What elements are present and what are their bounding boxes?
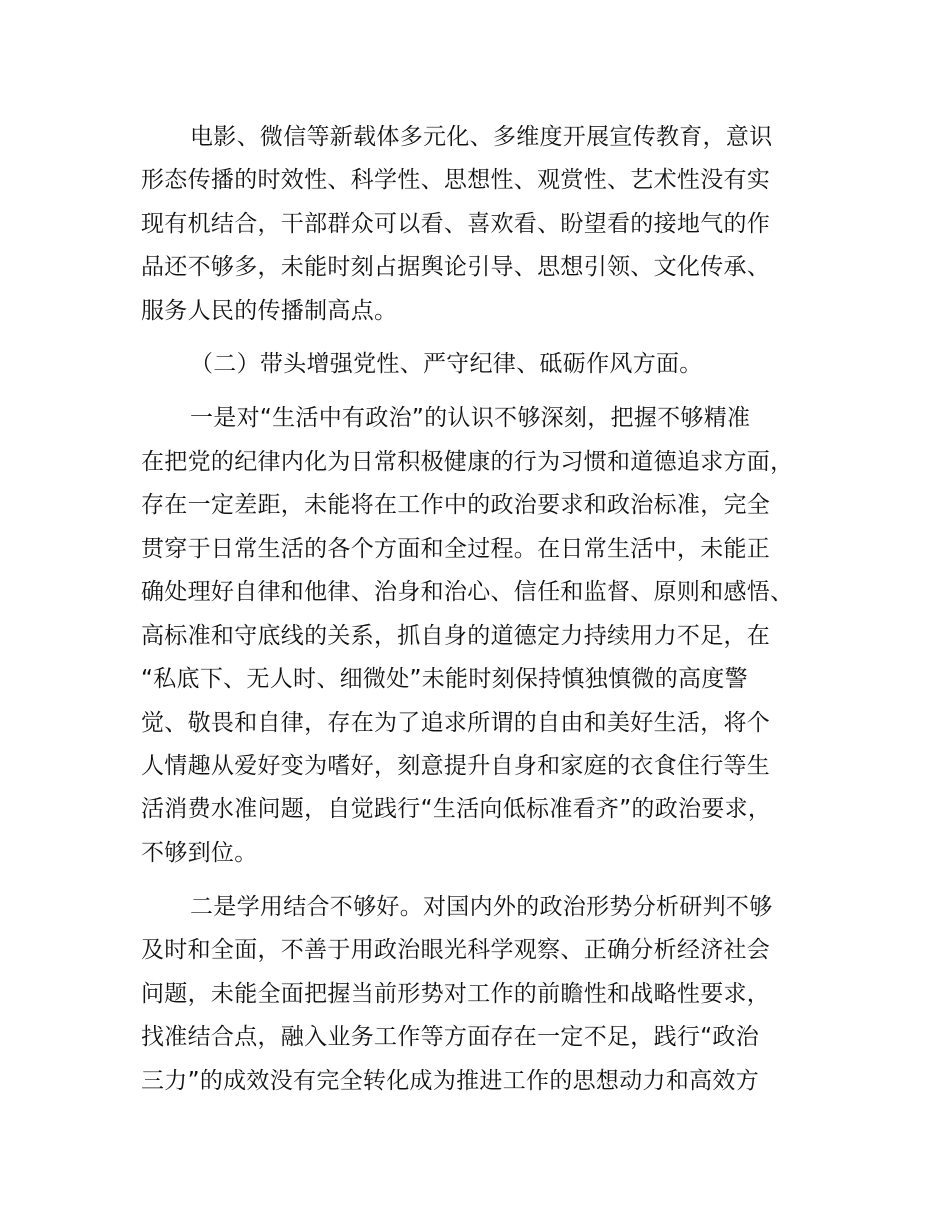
text-line: 二是学用结合不够好。对国内外的政治形势分析研判不够: [190, 894, 773, 920]
text-line: 找准结合点，融入业务工作等方面存在一定不足，践行“政治: [141, 1024, 760, 1050]
text-line: 现有机结合，干部群众可以看、喜欢看、盼望看的接地气的作: [141, 211, 771, 237]
text-line: 在把党的纪律内化为日常积极健康的行为习惯和道德追求方面，: [141, 449, 794, 475]
text-line: “私底下、无人时、细微处”未能时刻保持慎独慎微的高度警: [141, 666, 748, 692]
text-line: 电影、微信等新载体多元化、多维度开展宣传教育，意识: [190, 124, 773, 150]
text-line: 确处理好自律和他律、治身和治心、信任和监督、原则和感悟、: [141, 579, 794, 605]
text-line: 存在一定差距，未能将在工作中的政治要求和政治标准，完全: [141, 492, 771, 518]
text-line: 活消费水准问题，自觉践行“生活向低标准看齐”的政治要求，: [141, 796, 772, 822]
text-line: 觉、敬畏和自律，存在为了追求所谓的自由和美好生活，将个: [141, 710, 771, 736]
text-line: 三力”的成效没有完全转化成为推进工作的思想动力和高效方: [141, 1068, 760, 1094]
text-line: 不够到位。: [141, 840, 258, 866]
text-line: 高标准和守底线的关系，抓自身的道德定力持续用力不足，在: [141, 623, 771, 649]
text-line: 品还不够多，未能时刻占据舆论引导、思想引领、文化传承、: [141, 254, 771, 280]
text-line: 问题，未能全面把握当前形势对工作的前瞻性和战略性要求，: [141, 981, 771, 1007]
text-line: 贯穿于日常生活的各个方面和全过程。在日常生活中，未能正: [141, 536, 771, 562]
text-line: 形态传播的时效性、科学性、思想性、观赏性、艺术性没有实: [141, 167, 771, 193]
text-line: 一是对“生活中有政治”的认识不够深刻，把握不够精准: [190, 405, 751, 431]
text-line: 服务人民的传播制高点。: [141, 298, 398, 324]
text-line: 及时和全面，不善于用政治眼光科学观察、正确分析经济社会: [141, 937, 771, 963]
section-heading: （二）带头增强党性、严守纪律、砥砺作风方面。: [190, 351, 703, 377]
text-line: 人情趣从爱好变为嗜好，刻意提升自身和家庭的衣食住行等生: [141, 753, 771, 779]
